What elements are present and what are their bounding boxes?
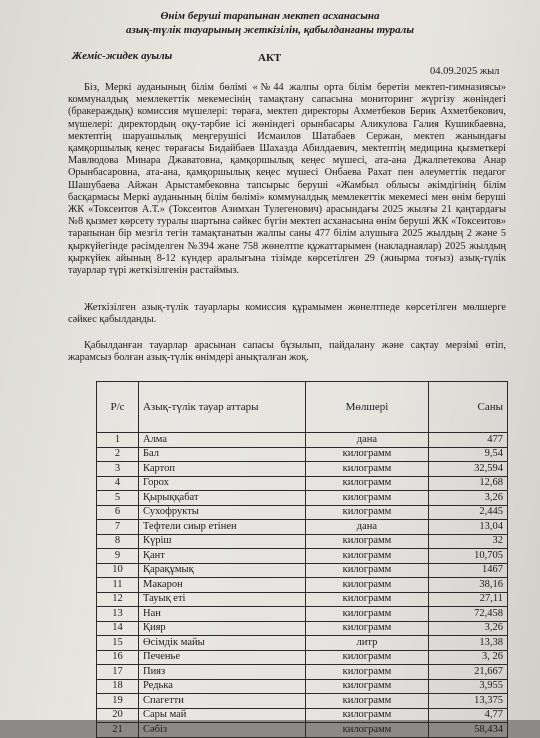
table-row xyxy=(97,621,508,636)
table-row xyxy=(97,462,508,477)
village-name: Жеміс-жидек ауылы xyxy=(72,50,173,62)
unit: килограмм xyxy=(305,447,428,462)
table-row xyxy=(97,433,508,448)
table-row xyxy=(97,476,508,491)
unit: килограмм xyxy=(305,723,428,738)
unit: килограмм xyxy=(305,708,428,723)
product-name: Қарақұмық xyxy=(138,563,305,578)
product-name: Бал xyxy=(138,447,305,462)
column-header-product: Азық-түлік тауар аттары xyxy=(138,382,305,433)
row-number: 3 xyxy=(97,462,139,477)
table-row xyxy=(97,578,508,593)
row-number: 13 xyxy=(97,607,139,622)
row-number: 2 xyxy=(97,447,139,462)
table-row xyxy=(97,607,508,622)
quantity: 477 xyxy=(429,433,508,448)
table-row xyxy=(97,563,508,578)
row-number: 4 xyxy=(97,476,139,491)
unit: дана xyxy=(305,433,428,448)
product-name: Алма xyxy=(138,433,305,448)
product-name: Печенье xyxy=(138,650,305,665)
quality-paragraph: Қабылданған тауарлар арасынан сапасы бұзылып, пайдалану және сақтау мерзімі өтіп, жарамсыз болған азық-түлік өнімдері анықталған жоқ. xyxy=(68,340,506,364)
quantity: 38,16 xyxy=(429,578,508,593)
column-header-quantity: Саны xyxy=(429,382,508,433)
document-header-line-2: азық-түлік тауарының жеткізілін, қабылданғаны туралы xyxy=(126,24,414,36)
product-name: Сары май xyxy=(138,708,305,723)
product-name: Тауық еті xyxy=(138,592,305,607)
unit: килограмм xyxy=(305,462,428,477)
goods-table xyxy=(96,381,508,738)
product-name: Сухофрукты xyxy=(138,505,305,520)
table-row xyxy=(97,694,508,709)
table-row xyxy=(97,505,508,520)
row-number: 14 xyxy=(97,621,139,636)
unit: литр xyxy=(305,636,428,651)
document-date: 04.09.2025 жыл xyxy=(430,66,500,77)
unit: дана xyxy=(305,520,428,535)
quantity: 9,54 xyxy=(429,447,508,462)
quantity: 3,26 xyxy=(429,491,508,506)
row-number: 20 xyxy=(97,708,139,723)
quantity: 10,705 xyxy=(429,549,508,564)
table-row xyxy=(97,723,508,738)
quantity: 32,594 xyxy=(429,462,508,477)
quantity: 58,434 xyxy=(429,723,508,738)
quantity: 21,667 xyxy=(429,665,508,680)
acceptance-paragraph: Жеткізілген азық-түлік тауарлары комиссия құрамымен жөнелтпеде көрсетілген мөлшерге сәйкес қабылданды. xyxy=(68,302,506,326)
row-number: 19 xyxy=(97,694,139,709)
column-header-number: Р/с xyxy=(97,382,139,433)
product-name: Спагетти xyxy=(138,694,305,709)
product-name: Тефтели сиыр етінен xyxy=(138,520,305,535)
product-name: Нан xyxy=(138,607,305,622)
row-number: 6 xyxy=(97,505,139,520)
table-row xyxy=(97,447,508,462)
unit: килограмм xyxy=(305,505,428,520)
unit: килограмм xyxy=(305,549,428,564)
unit: килограмм xyxy=(305,665,428,680)
quantity: 72,458 xyxy=(429,607,508,622)
table-row xyxy=(97,636,508,651)
quantity: 3,955 xyxy=(429,679,508,694)
table-row xyxy=(97,708,508,723)
unit: килограмм xyxy=(305,476,428,491)
row-number: 10 xyxy=(97,563,139,578)
column-header-unit: Мөлшері xyxy=(305,382,428,433)
unit: килограмм xyxy=(305,679,428,694)
act-title: АКТ xyxy=(258,52,282,64)
unit: килограмм xyxy=(305,607,428,622)
commission-paragraph: Біз, Меркі ауданының білім бөлімі «№44 жалпы орта білім беретін мектеп-гимназиясы» коммуналдық мемлекеттік мекемесінің тамақтану сапасына мониторинг жүргізу жөніндегі (бракераждық) комиссия мүшелері: төраға, мектеп директоры Ахметбеков Берик Ахметбекович, мүшелері: директордың оқу-тәрбие ісі жөніндегі орынбасары Аликулова Галия Кушикбаевна, мектептің шаруашылық меңгерушісі Исмаилов Шатабаев Сержан, мектеп жанындағы қамқоршылық кеңес төрағасы Бидайбаев Шахазда Абилдаевич, мектептің медицина қызметкері Мавлюдова Минара Джаватовна, қамқоршылық кеңес мүшесі, ата-ана Джалпетекова Анар Орынбасаровна, ата-ана, қамқоршылық кеңес мүшесі Онбаева Рахат пен әлеуметтік педагог Шашубаева Айжан Арыстамбековна тапсырыс беруші «Жамбыл облысы әкімдігінің білім басқармасы Меркі ауданының білім бөлімі» коммуналдық мемлекеттік мекемесі мен өнім беруші ЖК «Токсеитов А.Т.» (Токсеитов Азимхан Тулегенович) арасындағы 2025 жылғы 21 қаңтардағы №8 қызмет көрсету туралы шартына сәйкес бүгін мектеп асханасына өнім беруші ЖК «Токсеитов» тарапынан бір мезгіл тегін тамақтанатын жалпы саны 477 білім алушыға 2025 жылдың 2 және 5 қыркүйегінде рәсімделген №394 және 758 жөнелтпе құжаттарымен (накладнаялар) 2025 жылдың қыркүйек айының 8-12 күндер аралығына тізімде көрсетілген 29 (жиырма тоғыз) азық-түлік тауарлар түрі жеткізілгенін растаймыз. xyxy=(68,82,506,277)
row-number: 5 xyxy=(97,491,139,506)
table-row xyxy=(97,650,508,665)
table-header-row xyxy=(97,382,508,433)
unit: килограмм xyxy=(305,621,428,636)
unit: килограмм xyxy=(305,650,428,665)
product-name: Редька xyxy=(138,679,305,694)
quantity: 2,445 xyxy=(429,505,508,520)
product-name: Қияр xyxy=(138,621,305,636)
product-name: Күріш xyxy=(138,534,305,549)
row-number: 11 xyxy=(97,578,139,593)
product-name: Горох xyxy=(138,476,305,491)
unit: килограмм xyxy=(305,563,428,578)
table-row xyxy=(97,679,508,694)
unit: килограмм xyxy=(305,592,428,607)
table-row xyxy=(97,534,508,549)
quantity: 3, 26 xyxy=(429,650,508,665)
row-number: 16 xyxy=(97,650,139,665)
unit: килограмм xyxy=(305,694,428,709)
quantity: 4,77 xyxy=(429,708,508,723)
row-number: 1 xyxy=(97,433,139,448)
row-number: 7 xyxy=(97,520,139,535)
quantity: 27,11 xyxy=(429,592,508,607)
product-name: Пияз xyxy=(138,665,305,680)
product-name: Картоп xyxy=(138,462,305,477)
quantity: 13,375 xyxy=(429,694,508,709)
row-number: 8 xyxy=(97,534,139,549)
row-number: 17 xyxy=(97,665,139,680)
product-name: Макарон xyxy=(138,578,305,593)
table-row xyxy=(97,491,508,506)
product-name: Өсімдік майы xyxy=(138,636,305,651)
quantity: 3,26 xyxy=(429,621,508,636)
quantity: 13,04 xyxy=(429,520,508,535)
table-row xyxy=(97,520,508,535)
unit: килограмм xyxy=(305,578,428,593)
row-number: 12 xyxy=(97,592,139,607)
document-header-line-1: Өнім беруші тарапынан мектеп асханасына xyxy=(160,10,380,22)
unit: килограмм xyxy=(305,491,428,506)
quantity: 1467 xyxy=(429,563,508,578)
table-row xyxy=(97,665,508,680)
row-number: 18 xyxy=(97,679,139,694)
unit: килограмм xyxy=(305,534,428,549)
row-number: 9 xyxy=(97,549,139,564)
product-name: Қант xyxy=(138,549,305,564)
quantity: 13,38 xyxy=(429,636,508,651)
quantity: 12,68 xyxy=(429,476,508,491)
row-number: 15 xyxy=(97,636,139,651)
quantity: 32 xyxy=(429,534,508,549)
table-row xyxy=(97,592,508,607)
product-name: Қырыққабат xyxy=(138,491,305,506)
product-name: Сәбіз xyxy=(138,723,305,738)
table-row xyxy=(97,549,508,564)
row-number: 21 xyxy=(97,723,139,738)
